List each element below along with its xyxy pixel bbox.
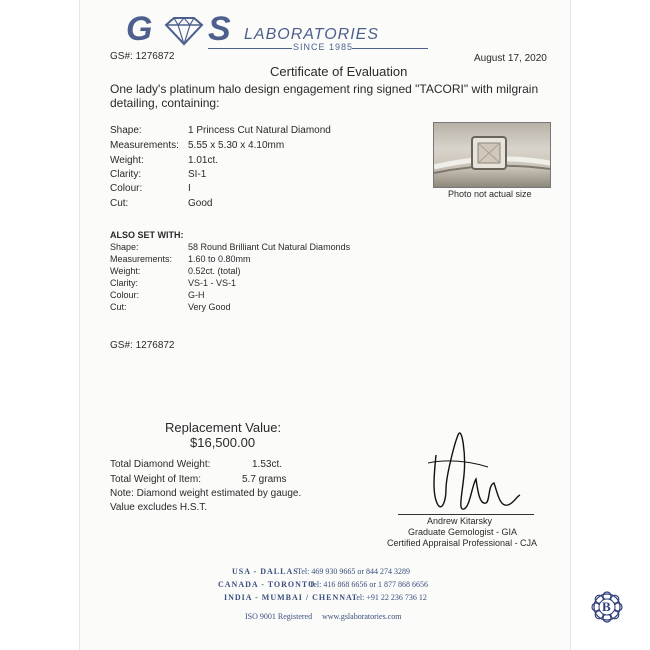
certificate-date: August 17, 2020	[474, 53, 547, 64]
footer-canada-city: CANADA - TORONTO	[218, 580, 316, 589]
replacement-label: Replacement Value:	[165, 420, 282, 435]
main-stone-label: Shape:	[110, 125, 142, 136]
also-set-label: Shape:	[110, 242, 139, 252]
also-set-heading: ALSO SET WITH:	[110, 230, 184, 240]
description-line-2: detailing, containing:	[110, 96, 220, 110]
footer-india-tel: Tel: +91 22 236 736 12	[352, 593, 427, 602]
signatory-name: Andrew Kitarsky	[427, 516, 493, 526]
main-stone-label: Colour:	[110, 183, 143, 194]
diamond-logo-icon	[162, 16, 206, 46]
main-stone-value: SI-1	[188, 169, 207, 180]
also-set-value: Very Good	[188, 302, 231, 312]
footer-usa-tel: Tel: 469 930 9665 or 844 274 3289	[297, 567, 410, 576]
also-set-label: Weight:	[110, 266, 141, 276]
also-set-value: 1.60 to 0.80mm	[188, 254, 251, 264]
main-stone-label: Weight:	[110, 155, 144, 166]
footer-iso: ISO 9001 Registered	[245, 612, 313, 621]
signatory-title-1: Graduate Gemologist - GIA	[408, 527, 518, 537]
photo-caption: Photo not actual size	[448, 189, 532, 199]
total-item-label: Total Weight of Item:	[110, 474, 201, 485]
also-set-label: Cut:	[110, 302, 127, 312]
footer-usa-city: USA - DALLAS	[232, 567, 299, 576]
replacement-amount: $16,500.00	[190, 435, 256, 450]
total-diamond-value: 1.53ct.	[252, 459, 283, 470]
gs-number: GS#: 1276872	[110, 51, 175, 62]
logo-letter-s: S	[208, 10, 232, 48]
logo-since: SINCE 1985	[293, 42, 354, 52]
total-diamond-label: Total Diamond Weight:	[110, 459, 211, 470]
tax-note: Value excludes H.S.T.	[110, 502, 208, 513]
footer-canada-tel: Tel: 416 868 6656 or 1 877 868 6656	[309, 580, 428, 589]
ring-photo	[433, 122, 551, 188]
logo-rule-left	[208, 48, 292, 49]
brand-badge	[590, 590, 624, 624]
badge-letter: B	[602, 599, 611, 614]
logo-laboratories: LABORATORIES	[244, 26, 379, 43]
ring-image-icon	[434, 123, 550, 187]
main-stone-value: 5.55 x 5.30 x 4.10mm	[188, 140, 285, 151]
main-stone-value: 1.01ct.	[188, 155, 219, 166]
footer-india-city: INDIA - MUMBAI / CHENNAI	[224, 593, 357, 602]
main-stone-label: Cut:	[110, 198, 129, 209]
also-set-value: 0.52ct. (total)	[188, 266, 241, 276]
signatory-title-2: Certified Appraisal Professional - CJA	[387, 538, 538, 548]
also-set-label: Clarity:	[110, 278, 139, 288]
logo-rule-right	[352, 48, 428, 49]
certificate-title: Certificate of Evaluation	[270, 64, 408, 79]
main-stone-value: I	[188, 183, 191, 194]
also-set-label: Colour:	[110, 290, 140, 300]
signature-line	[398, 514, 534, 515]
main-stone-value: 1 Princess Cut Natural Diamond	[188, 125, 331, 136]
weight-note: Note: Diamond weight estimated by gauge.	[110, 488, 302, 499]
also-set-value: G-H	[188, 290, 205, 300]
total-item-value: 5.7 grams	[242, 474, 287, 485]
main-stone-label: Clarity:	[110, 169, 142, 180]
gs-number-repeat: GS#: 1276872	[110, 340, 175, 351]
main-stone-value: Good	[188, 198, 213, 209]
signature-graphic	[428, 425, 524, 517]
main-stone-label: Measurements:	[110, 140, 179, 151]
also-set-value: 58 Round Brilliant Cut Natural Diamonds	[188, 242, 351, 252]
logo-letter-g: G	[126, 10, 154, 48]
also-set-label: Measurements:	[110, 254, 173, 264]
also-set-value: VS-1 - VS-1	[188, 278, 237, 288]
footer-website: www.gslaboratories.com	[322, 612, 402, 621]
description-line-1: One lady's platinum halo design engagement ring signed "TACORI" with milgrain	[110, 82, 539, 96]
